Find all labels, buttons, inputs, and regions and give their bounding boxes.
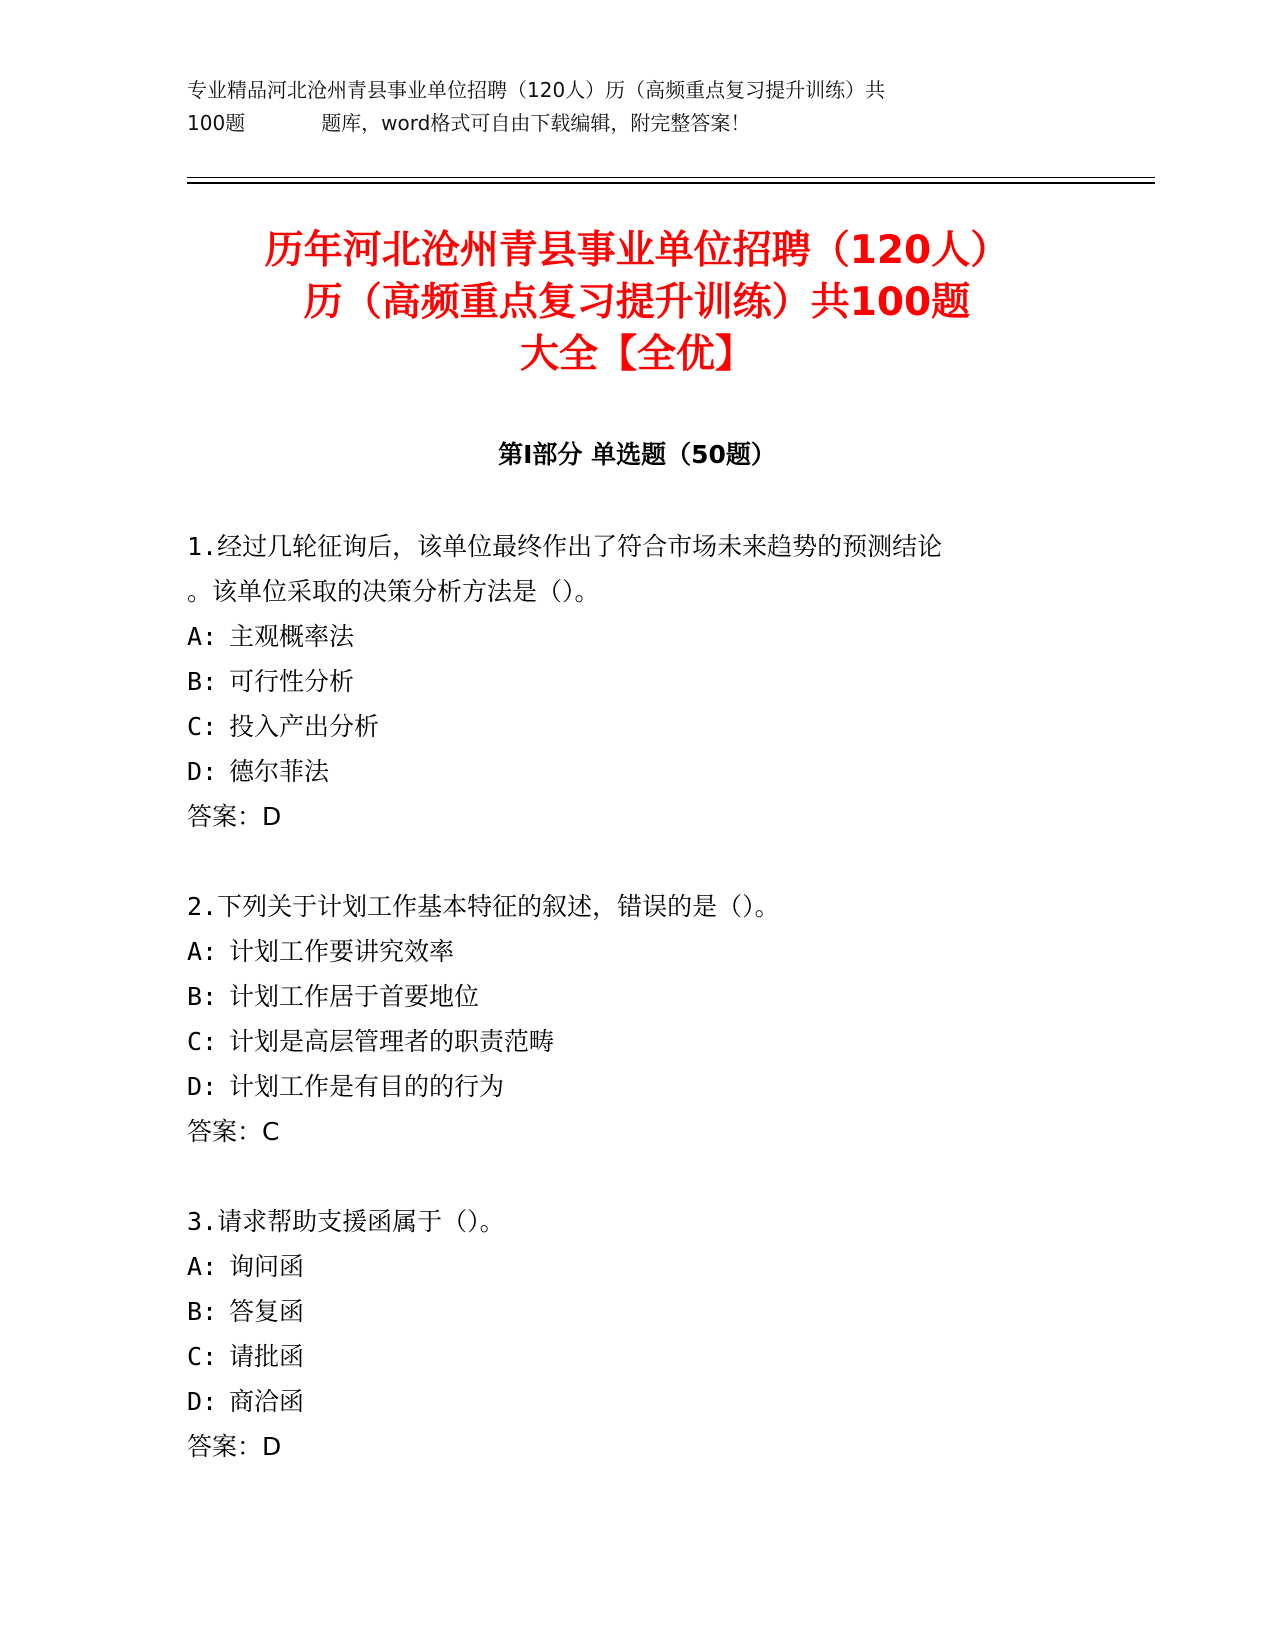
option-d xyxy=(187,749,1087,794)
option-d xyxy=(187,1379,1087,1424)
option-key: C: xyxy=(187,1342,218,1371)
option-b xyxy=(187,1289,1087,1334)
answer: 答案：D xyxy=(187,802,282,831)
option-text: 询问函 xyxy=(229,1252,305,1281)
option-text: 主观概率法 xyxy=(229,622,355,651)
question-stem xyxy=(187,884,1087,929)
document-title xyxy=(187,225,1087,381)
document-title-line-3: 大全【全优】 xyxy=(519,332,754,377)
option-text: 请批函 xyxy=(229,1342,305,1371)
header-note-description: 题库，word格式可自由下载编辑，附完整答案！ xyxy=(321,111,751,135)
option-key: A: xyxy=(187,622,218,651)
document-title-line-2: 历（高频重点复习提升训练）共100题 xyxy=(303,280,971,325)
option-text: 计划是高层管理者的职责范畴 xyxy=(229,1027,555,1056)
section-title: 第Ⅰ部分 单选题（50题） xyxy=(498,440,776,469)
answer: 答案：C xyxy=(187,1117,280,1146)
option-text: 商洽函 xyxy=(229,1387,305,1416)
option-key: B: xyxy=(187,667,218,696)
option-key: C: xyxy=(187,1027,218,1056)
header-note xyxy=(187,74,1067,140)
question-3 xyxy=(187,1199,1087,1469)
option-a xyxy=(187,1244,1087,1289)
option-key: D: xyxy=(187,1072,218,1101)
question-list xyxy=(187,524,1087,1469)
option-key: B: xyxy=(187,982,218,1011)
question-2 xyxy=(187,884,1087,1154)
option-a xyxy=(187,929,1087,974)
header-rule-thick xyxy=(187,182,1155,184)
option-b xyxy=(187,974,1087,1019)
header-rule-thin xyxy=(187,177,1155,178)
option-key: C: xyxy=(187,712,218,741)
option-key: B: xyxy=(187,1297,218,1326)
header-note-line-2 xyxy=(187,107,1067,140)
option-key: A: xyxy=(187,937,218,966)
header-note-line-1: 专业精品河北沧州青县事业单位招聘（120人）历（高频重点复习提升训练）共 xyxy=(187,78,886,102)
question-stem-line-1: 3.请求帮助支援函属于（）。 xyxy=(187,1207,505,1236)
option-d xyxy=(187,1064,1087,1109)
option-key: D: xyxy=(187,1387,218,1416)
question-1 xyxy=(187,524,1087,839)
header-note-count: 100题 xyxy=(187,111,246,135)
option-text: 计划工作是有目的的行为 xyxy=(229,1072,505,1101)
option-text: 可行性分析 xyxy=(229,667,355,696)
question-stem xyxy=(187,524,1087,614)
option-c xyxy=(187,1019,1087,1064)
option-text: 答复函 xyxy=(229,1297,305,1326)
option-a xyxy=(187,614,1087,659)
question-stem xyxy=(187,1199,1087,1244)
answer: 答案：D xyxy=(187,1432,282,1461)
option-text: 计划工作要讲究效率 xyxy=(229,937,455,966)
question-stem-line-2: 。该单位采取的决策分析方法是（）。 xyxy=(187,577,600,606)
option-key: A: xyxy=(187,1252,218,1281)
option-c xyxy=(187,1334,1087,1379)
option-b xyxy=(187,659,1087,704)
option-key: D: xyxy=(187,757,218,786)
option-text: 投入产出分析 xyxy=(229,712,380,741)
option-text: 德尔菲法 xyxy=(229,757,330,786)
document-title-line-1: 历年河北沧州青县事业单位招聘（120人） xyxy=(264,228,1010,273)
question-stem-line-1: 2.下列关于计划工作基本特征的叙述，错误的是（）。 xyxy=(187,892,780,921)
option-c xyxy=(187,704,1087,749)
question-stem-line-1: 1.经过几轮征询后，该单位最终作出了符合市场未来趋势的预测结论 xyxy=(187,532,943,561)
option-text: 计划工作居于首要地位 xyxy=(229,982,480,1011)
